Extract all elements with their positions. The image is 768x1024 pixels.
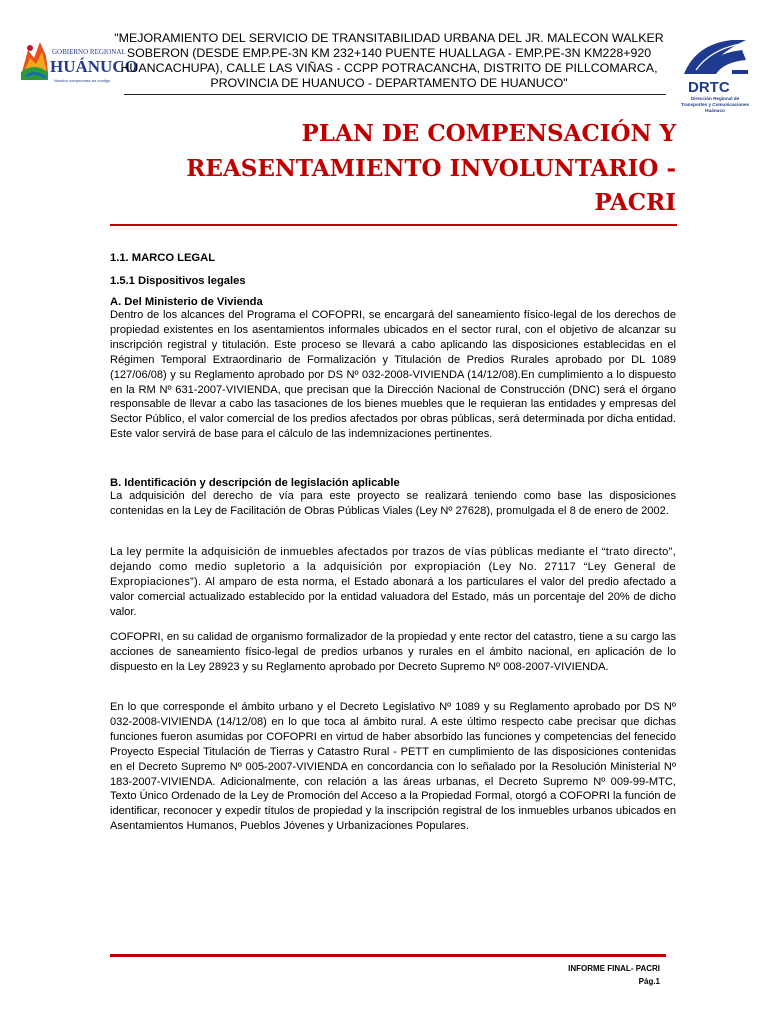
drtc-acronym: DRTC — [688, 79, 730, 96]
drtc-logo — [676, 30, 754, 114]
heading-ministerio-vivienda: A. Del Ministerio de Vivienda — [110, 296, 263, 308]
logo-left-tagline: Nuestro compromiso es contigo — [54, 78, 111, 83]
title-line-2: REASENTAMIENTO INVOLUNTARIO - — [186, 154, 676, 182]
paragraph-ley-expropiaciones-part2: Al amparo de esta norma, el Estado abonará a los particulares el valor del predio afectado a valor comercial actualizado establecido por la entidad valuadora del Estado, más un porcentaje del 20% de dicho valor. — [110, 575, 676, 618]
title-line-3: PACRI — [594, 189, 676, 216]
footer-rule — [110, 954, 666, 957]
drtc-line1: Dirección Regional de — [690, 96, 740, 101]
gobierno-regional-huanuco-logo — [18, 32, 138, 96]
project-title: "MEJORAMIENTO DEL SERVICIO DE TRANSITABILIDAD URBANA DEL JR. MALECON WALKER SOBERON (DESDE EMP.PE-3N KM 232+140 PUENTE HUALLAGA - EMP.PE-3N KM228+920 HUANCACHUPA), CALLE LAS VIÑAS - CCPP POTRACANCHA, DISTRITO DE PILLCOMARCA, PROVINCIA DE HUANUCO - DEPARTAMENTO DE HUANUCO" — [114, 31, 664, 90]
title-line-1: PLAN DE COMPENSACIÓN Y — [301, 120, 676, 147]
title-rule — [110, 224, 677, 226]
drtc-line3: Huánuco — [705, 108, 725, 113]
paragraph-ministerio-vivienda: Dentro de los alcances del Programa el COFOPRI, se encargará del saneamiento físico-legal de los derechos de propiedad existentes en los asentamientos informales ubicados en el sector rural, con el objetivo de alcanzar su inscripción registral y titulación. Este proceso se llevará a cabo aplicando las disposiciones establecidas en el Régimen Temporal Extraordinario de Formalización y Titulación de Predios Rurales aprobado por DL 1089 (127/06/08) y su Reglamento aprobado por DS Nº 032-2008-VIVIENDA (14/12/08).En cumplimiento a lo dispuesto en la RM Nº 631-2007-VIVIENDA, que precisan que la Dirección Nacional de Construcción (DNC) será el órgano responsable de llevar a cabo las tasaciones de los bienes muebles que le requieran las entidades y empresas del Sector Público, el valor comercial de los predios afectados por obras públicas, será determinada por dicha entidad. Este valor servirá de base para el cálculo de las indemnizaciones pertinentes. — [110, 309, 676, 441]
footer-page-number: Pág.1 — [638, 977, 660, 986]
huanuco-emblem-icon — [21, 42, 48, 80]
logo-left-line1: GOBIERNO REGIONAL — [52, 48, 126, 56]
logo-left-line2: HUÁNUCO — [50, 57, 138, 76]
paragraph-ley-expropiaciones — [110, 545, 676, 620]
footer-report-name: INFORME FINAL- PACRI — [568, 964, 660, 973]
paragraph-ley-27628: La adquisición del derecho de vía para este proyecto se realizará teniendo como base las disposiciones contenidas en la Ley de Facilitación de Obras Públicas Viales (Ley Nº 27628), promulgada el 8 de enero de 2002. — [110, 490, 676, 517]
header-divider — [124, 94, 666, 95]
paragraph-ley-expropiaciones-part1: La ley permite la adquisición de inmuebles afectados por trazos de vías públicas mediante el “trato directo”, dejando como medio supletorio a la adquisición por expropiación (Ley No. 27117 “Ley General de Expropiaciones”). — [110, 546, 676, 588]
document-title — [110, 117, 676, 221]
drtc-road-emblem-icon — [684, 40, 748, 74]
drtc-line2: Transportes y Comunicaciones — [680, 102, 750, 107]
paragraph-ambito-urbano: En lo que corresponde el ámbito urbano y el Decreto Legislativo Nº 1089 y su Reglamento aprobado por DS Nº 032-2008-VIVIENDA (14/12/08) en lo que toca al ámbito rural. A este último respecto cabe precisar que dichas funciones fueron asumidas por COFOPRI en virtud de haber absorbido las funciones y competencias del fenecido Proyecto Especial Titulación de Tierras y Catastro Rural - PETT en cumplimiento de las disposiciones contenidas en el Decreto Supremo Nº 005-2007-VIVIENDA en concordancia con lo señalado por la Resolución Ministerial Nº 183-2007-VIVIENDA. Adicionalmente, con relación a las áreas urbanas, el Decreto Supremo Nº 009-99-MTC, Texto Único Ordenado de la Ley de Promoción del Acceso a la Propiedad Formal, otorgó a COFOPRI la función de identificar, reconocer y expedir títulos de propiedad y la inscripción registral de los inmuebles urbanos ubicados en Asentamientos Humanos, Pueblos Jóvenes y Urbanizaciones Populares. — [110, 701, 676, 833]
heading-legislacion-aplicable: B. Identificación y descripción de legislación aplicable — [110, 477, 400, 489]
subsection-heading-dispositivos: 1.5.1 Dispositivos legales — [110, 275, 246, 287]
paragraph-cofopri: COFOPRI, en su calidad de organismo formalizador de la propiedad y ente rector del catastro, tiene a su cargo las acciones de saneamiento físico-legal de predios urbanos y rurales en el ámbito nacional, en aplicación de lo dispuesto en la Ley 28923 y su Reglamento aprobado por Decreto Supremo Nº 008-2007-VIVIENDA. — [110, 631, 676, 673]
footer — [568, 962, 660, 988]
section-heading-marco-legal: 1.1. MARCO LEGAL — [110, 252, 216, 264]
